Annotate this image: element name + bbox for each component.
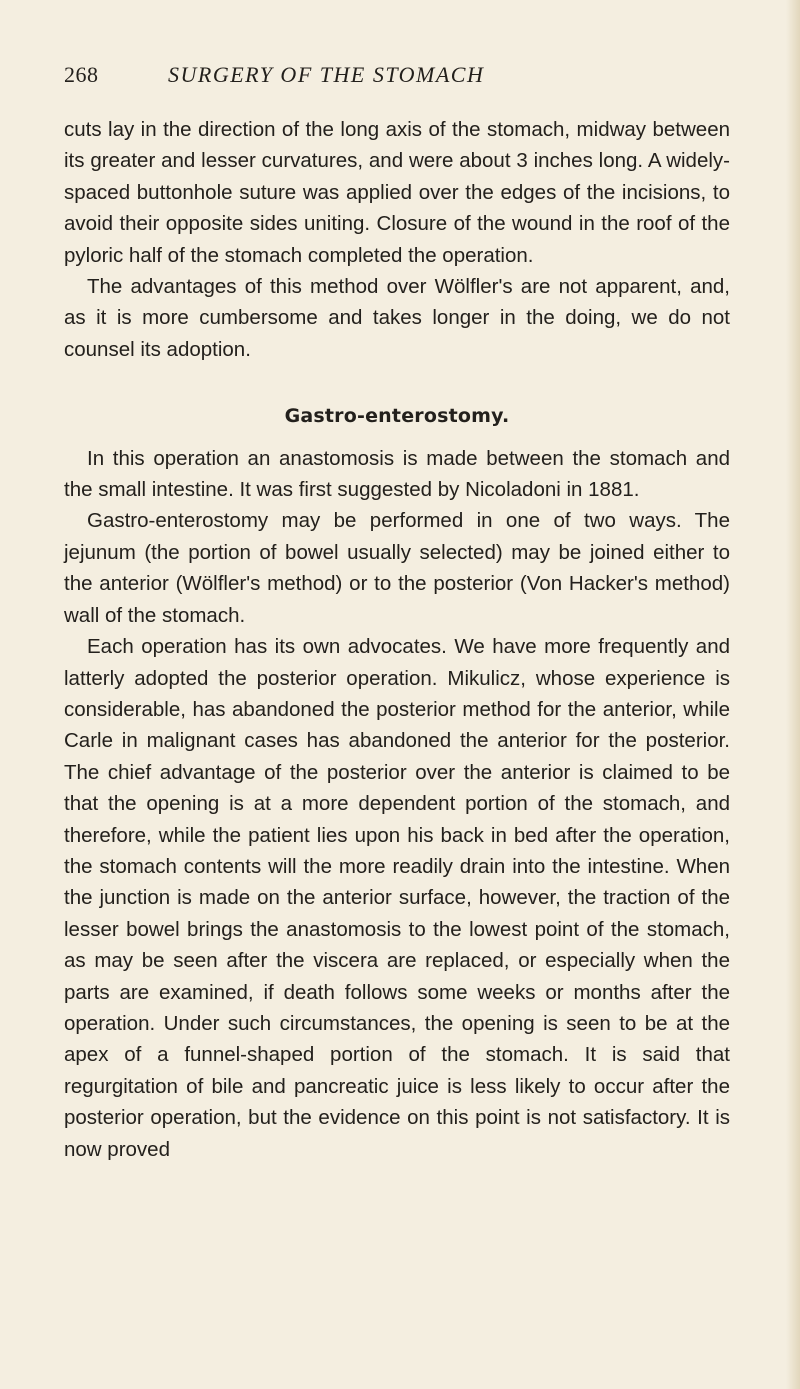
section-heading: Gastro-enterostomy.	[284, 405, 510, 428]
body-text	[64, 114, 730, 1165]
paragraph: In this operation an anastomosis is made between the stomach and the small intestine. It was first suggested by Nicoladoni in 1881.	[64, 446, 730, 502]
page-number: 268	[64, 62, 99, 87]
paragraph: The advantages of this method over Wölfler's are not apparent, and, as it is more cumbersome and takes longer in the doing, we do not counsel its adoption.	[64, 275, 730, 361]
page-edge-shadow	[786, 0, 800, 1389]
paragraph: Each operation has its own advocates. We have more frequently and latterly adopted the posterior operation. Mikulicz, whose experience is considerable, has abandoned the posterior method for the anterior, while Carle in malignant cases has abandoned the anterior for the posterior. The chief advantage of the posterior over the anterior is claimed to be that the opening is at a more dependent portion of the stomach, and therefore, while the patient lies upon his back in bed after the operation, the stomach contents will the more readily drain into the intestine. When the junction is made on the anterior surface, however, the traction of the lesser bowel brings the anastomosis to the lowest point of the stomach, as may be seen after the viscera are replaced, or especially when the parts are examined, if death follows some weeks or months after the operation. Under such circumstances, the opening is seen to be at the apex of a funnel-shaped portion of the stomach. It is said that regurgitation of bile and pancreatic juice is less likely to occur after the posterior operation, but the evidence on this point is not satisfactory. It is now proved	[64, 635, 730, 1161]
running-head	[64, 62, 730, 96]
running-title: SURGERY OF THE STOMACH	[168, 62, 485, 87]
paragraph-continued: cuts lay in the direction of the long axis of the stomach, midway between its greater and lesser curvatures, and were about 3 inches long. A widely-spaced buttonhole suture was applied over the edges of the incisions, to avoid their opposite sides uniting. Closure of the wound in the roof of the pyloric half of the stomach completed the operation.	[64, 118, 730, 267]
paragraph: Gastro-enterostomy may be performed in one of two ways. The jejunum (the portion of bowel usually selected) may be joined either to the anterior (Wölfler's method) or to the posterior (Von Hacker's method) wall of the stomach.	[64, 509, 730, 627]
